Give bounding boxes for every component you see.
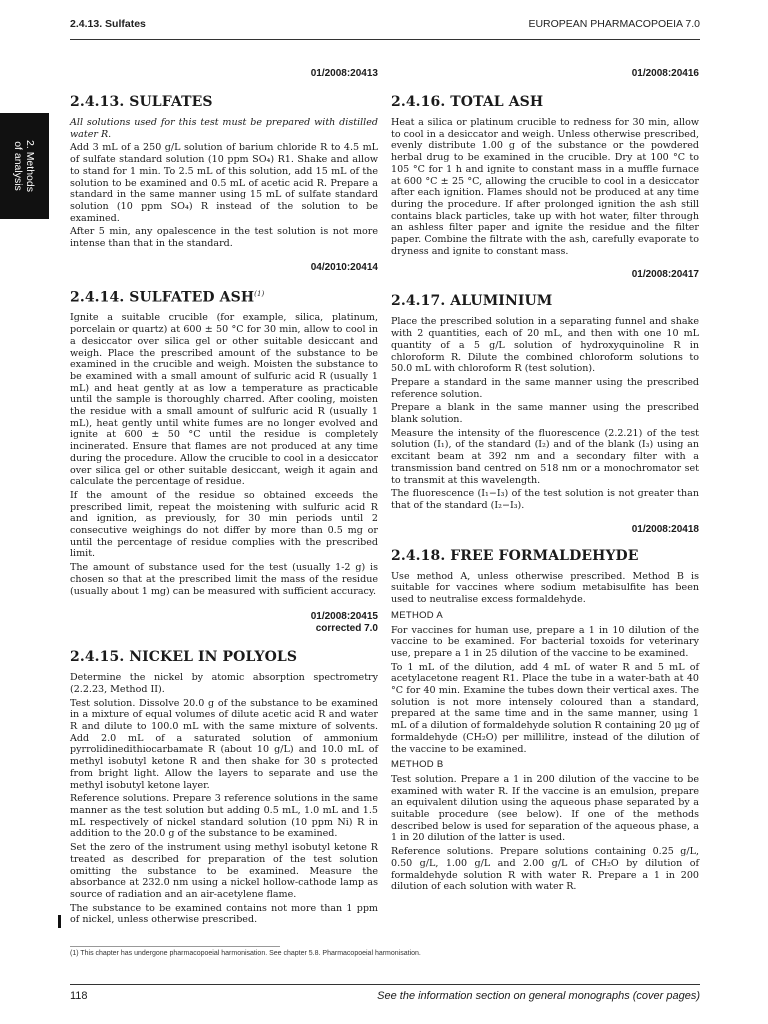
sulfates-note: All solutions used for this test must be prepared with distilled water R. xyxy=(70,117,378,140)
method-a-heading: METHOD A xyxy=(391,609,444,621)
sulfated-ash-procedure: Ignite a suitable crucible (for example, silica, platinum, porcelain or quartz) at 600 ± 50 °C for 30 min, allow to cool in a desiccator over silica gel or other suitable desiccant and weigh. Place the prescribed amount of the substance to be examined in the crucible and weigh. Moisten the substance to be examined with a small amount of sulfuric acid R (usually 1 mL) and heat gently at as low a temperature as practicable until the sample is thoroughly charred. After cooling, moisten the residue with a small amount of sulfuric acid R (usually 1 mL), heat gently until white fumes are no longer evolved and ignite at 600 ± 50 °C until the residue is completely incinerated. Ensure that flames are not produced at any time during the procedure. Allow the crucible to cool in a desiccator over silica gel or other suitable desiccant, weigh it again and calculate the percentage of residue. xyxy=(70,312,378,488)
monograph-ref-2415-correction: corrected 7.0 xyxy=(315,623,378,635)
nickel-intro: Determine the nickel by atomic absorption spectrometry (2.2.23, Method II). xyxy=(70,672,378,695)
footnote: (1) This chapter has undergone pharmacopoeial harmonisation. See chapter 5.8. Pharmacopoeial harmonisation. xyxy=(70,950,421,957)
section-title-aluminium: 2.4.17. ALUMINIUM xyxy=(391,293,553,310)
method-b-test-solution: Test solution. Prepare a 1 in 200 dilution of the vaccine to be examined with water R. If the vaccine is an emulsion, prepare an equivalent dilution using the aqueous phase separated by a suitable procedure (see below). If one of the methods described below is used for separation of the aqueous phase, a 1 in 20 dilution of the latter is used. xyxy=(391,773,699,844)
header-rule xyxy=(70,39,700,40)
method-a-dilution: For vaccines for human use, prepare a 1 in 10 dilution of the vaccine to be examined. For bacterial toxoids for veterinary use, prepare a 1 in 25 dilution of the vaccine to be examined. xyxy=(391,624,699,659)
total-ash-procedure: Heat a silica or platinum crucible to redness for 30 min, allow to cool in a desiccator and weigh. Unless otherwise prescribed, evenly distribute 1.00 g of the substance or the powdered herbal drug to be examined in the crucible. Dry at 100 °C to 105 °C for 1 h and ignite to constant mass in a muffle furnace at 600 °C ± 25 °C, allowing the crucible to cool in a desiccator after each ignition. Flames should not be produced at any time during the procedure. If after prolonged ignition the ash still contains black particles, take up with hot water, filter through an ashless filter paper and ignite the residue and the filter paper. Combine the filtrate with the ash, carefully evaporate to dryness and ignite to constant mass. xyxy=(391,117,699,257)
chapter-thumb-tab xyxy=(0,113,49,219)
section-title-total-ash: 2.4.16. TOTAL ASH xyxy=(391,94,544,110)
monograph-ref-2414: 04/2010:20414 xyxy=(310,261,378,273)
running-head-publication: EUROPEAN PHARMACOPOEIA 7.0 xyxy=(528,18,700,30)
section-title-sulfated-ash xyxy=(70,286,378,307)
running-head xyxy=(70,18,700,34)
section-title-sulfates: 2.4.13. SULFATES xyxy=(70,94,213,110)
chapter-tab-line1: 2. Methods xyxy=(24,140,36,192)
nickel-reference-solutions: Reference solutions. Prepare 3 reference solutions in the same manner as the test solution but adding 0.5 mL, 1.0 mL and 1.5 mL respectively of nickel standard solution (10 ppm Ni) R in addition to the 20.0 g of the substance to be examined. xyxy=(70,793,378,840)
footnote-rule xyxy=(70,946,280,947)
footer-rule xyxy=(70,984,700,985)
method-a-procedure: To 1 mL of the dilution, add 4 mL of water R and 5 mL of acetylacetone reagent R1. Place the tube in a water-bath at 40 °C for 40 min. Examine the tubes down their vertical axes. The solution is not more intensely coloured than a standard, prepared at the same time and in the same manner, using 1 mL of a dilution of formaldehyde solution R containing 20 μg of formaldehyde (CH₂O) per millilitre, instead of the dilution of the vaccine to be examined. xyxy=(391,661,699,755)
right-column xyxy=(391,68,699,895)
monograph-ref-2416: 01/2008:20416 xyxy=(631,68,699,79)
nickel-measurement: Set the zero of the instrument using methyl isobutyl ketone R treated as described for preparation of the test solution omitting the substance to be examined. Measure the absorbance at 232.0 nm using a nickel hollow-cathode lamp as source of radiation and an air-acetylene flame. xyxy=(70,842,378,900)
aluminium-blank: Prepare a blank in the same manner using the prescribed blank solution. xyxy=(391,402,699,426)
chapter-tab-line2: of analysis xyxy=(12,141,24,191)
running-head-section: 2.4.13. Sulfates xyxy=(70,18,146,30)
page-number: 118 xyxy=(70,990,88,1002)
method-b-reference-solutions: Reference solutions. Prepare solutions containing 0.25 g/L, 0.50 g/L, 1.00 g/L and 2.00 g/L of CH₂O by dilution of formaldehyde solution R with water R. Prepare a 1 in 200 dilution of each solution with water R. xyxy=(391,846,699,893)
monograph-ref-2418: 01/2008:20418 xyxy=(631,523,699,535)
aluminium-standard: Prepare a standard in the same manner using the prescribed reference solution. xyxy=(391,376,699,400)
monograph-ref-2415: 01/2008:20415 xyxy=(310,611,378,623)
revision-change-bar xyxy=(58,915,61,928)
formaldehyde-intro: Use method A, unless otherwise prescribed. Method B is suitable for vaccines where sodium metabisulfite has been used to neutralise excess formaldehyde. xyxy=(391,570,699,606)
monograph-ref-2413: 01/2008:20413 xyxy=(310,68,378,79)
nickel-test-solution: Test solution. Dissolve 20.0 g of the substance to be examined in a mixture of equal volumes of dilute acetic acid R and water R and dilute to 100.0 mL with the same mixture of solvents. Add 2.0 mL of a saturated solution of ammonium pyrrolidinedithiocarbamate R (about 10 g/L) and 10.0 mL of methyl isobutyl ketone R and then shake for 30 s protected from bright light. Allow the layers to separate and use the methyl isobutyl ketone layer. xyxy=(70,697,378,791)
sulfated-ash-title-text: 2.4.14. SULFATED ASH xyxy=(70,289,255,306)
footnote-marker: (1) xyxy=(254,289,265,298)
section-title-free-formaldehyde: 2.4.18. FREE FORMALDEHYDE xyxy=(391,547,639,564)
section-title-nickel-in-polyols: 2.4.15. NICKEL IN POLYOLS xyxy=(70,649,298,666)
method-b-heading: METHOD B xyxy=(391,759,444,771)
sulfated-ash-repeat: If the amount of the residue so obtained exceeds the prescribed limit, repeat the moistening with sulfuric acid R and ignition, as previously, for 30 min periods until 2 consecutive weighings do not differ by more than 0.5 mg or until the percentage of residue complies with the prescribed limit. xyxy=(70,489,378,560)
aluminium-limit: The fluorescence (I₁−I₃) of the test solution is not greater than that of the standard (I₂−I₃). xyxy=(391,488,699,511)
sulfates-procedure: Add 3 mL of a 250 g/L solution of barium chloride R to 4.5 mL of sulfate standard solution (10 ppm SO₄) R1. Shake and allow to stand for 1 min. To 2.5 mL of this solution, add 15 mL of the solution to be examined and 0.5 mL of acetic acid R. Prepare a standard in the same manner using 15 mL of sulfate standard solution (10 ppm SO₄) R instead of the solution to be examined. xyxy=(70,142,378,224)
aluminium-fluorescence: Measure the intensity of the fluorescence (2.2.21) of the test solution (I₁), of the standard (I₂) and of the blank (I₃) using an excitant beam at 392 nm and a secondary filter with a transmission band centred on 518 nm or a monochromator set to transmit at this wavelength. xyxy=(391,427,699,486)
sulfates-result: After 5 min, any opalescence in the test solution is not more intense than that in the standard. xyxy=(70,226,378,250)
aluminium-extraction: Place the prescribed solution in a separating funnel and shake with 2 quantities, each of 20 mL, and then with one 10 mL quantity of a 5 g/L solution of hydroxyquinoline R in chloroform R. Dilute the combined chloroform solutions to 50.0 mL with chloroform R (test solution). xyxy=(391,316,699,375)
footer-note: See the information section on general monographs (cover pages) xyxy=(377,990,700,1002)
nickel-limit: The substance to be examined contains not more than 1 ppm of nickel, unless otherwise prescribed. xyxy=(70,902,378,926)
sulfated-ash-amount: The amount of substance used for the test (usually 1-2 g) is chosen so that at the prescribed limit the mass of the residue (usually about 1 mg) can be measured with sufficient accuracy. xyxy=(70,562,378,597)
monograph-ref-2417: 01/2008:20417 xyxy=(631,269,699,281)
left-column xyxy=(70,68,378,928)
